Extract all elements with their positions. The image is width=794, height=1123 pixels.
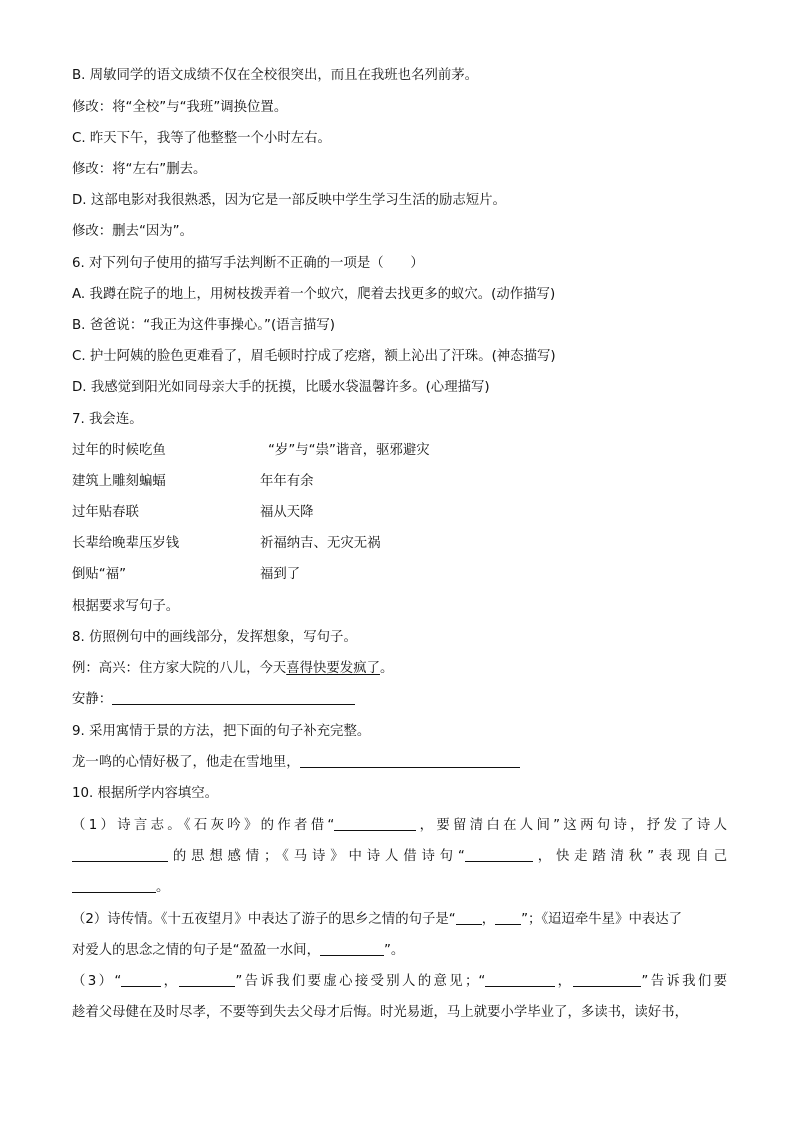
q7-right-item: 年年有余 [260, 474, 314, 489]
q10-blank[interactable] [72, 847, 168, 862]
q10-text: ”告诉我们要 [641, 974, 728, 989]
q10-part1-line3 [72, 878, 727, 898]
q10-part2-line2 [72, 941, 727, 961]
q10-part2-line1 [72, 910, 727, 930]
q10-blank[interactable] [72, 878, 156, 893]
q10-text: （3）“ [72, 974, 122, 989]
q10-blank[interactable] [320, 941, 384, 956]
q10-blank[interactable] [456, 910, 482, 925]
q10-text: ， [161, 974, 180, 989]
q7-right-item: 福从天降 [260, 505, 314, 520]
q10-text: 。 [156, 880, 170, 895]
q7-stem: 7. 我会连。 [72, 412, 143, 427]
q9-stem: 9. 采用寓情于景的方法，把下面的句子补充完整。 [72, 724, 371, 739]
q10-blank[interactable] [121, 972, 161, 987]
q10-blank[interactable] [179, 972, 235, 987]
q8-answer-blank[interactable] [112, 690, 355, 705]
q10-text: （1）诗言志。《石灰吟》的作者借“ [72, 818, 335, 833]
q5-option-b-fix: 修改：将“全校”与“我班”调换位置。 [72, 100, 288, 115]
q9-prompt-line [72, 753, 727, 773]
q7-left-item: 过年贴春联 [72, 505, 139, 520]
q10-text: 的思想感情；《马诗》中诗人借诗句“ [168, 849, 465, 864]
q7-right-item: 祈福纳吉、无灾无祸 [260, 536, 381, 551]
q10-part3-line1 [72, 972, 727, 992]
q9-answer-blank[interactable] [300, 753, 520, 768]
q10-blank[interactable] [485, 972, 555, 987]
q6-option-b: B. 爸爸说：“我正为这件事操心。”(语言描写) [72, 318, 335, 333]
q10-text: （2）诗传情。《十五夜望月》中表达了游子的思乡之情的句子是“ [72, 912, 456, 927]
q7-right-item: 福到了 [260, 567, 301, 582]
q10-text: ， [555, 974, 574, 989]
q5-option-d: D. 这部电影对我很熟悉，因为它是一部反映中学生学习生活的励志短片。 [72, 193, 506, 208]
q10-text: ，快走踏清秋”表现自己 [532, 849, 727, 864]
q9-prompt: 龙一鸣的心情好极了，他走在雪地里， [72, 755, 300, 770]
q7-left-item: 建筑上雕刻蝙蝠 [72, 474, 166, 489]
q10-text: ”告诉我们要虚心接受别人的意见；“ [235, 974, 486, 989]
section-instruction: 根据要求写句子。 [72, 599, 180, 614]
q10-part1-line2 [72, 847, 727, 867]
q10-text: 对爱人的思念之情的句子是“盈盈一水间， [72, 943, 320, 958]
q10-blank[interactable] [573, 972, 641, 987]
q8-example-suffix: 。 [379, 661, 394, 676]
q10-blank[interactable] [495, 910, 521, 925]
q8-answer [72, 690, 727, 710]
q6-option-d: D. 我感觉到阳光如同母亲大手的抚摸，比暖水袋温馨许多。(心理描写) [72, 380, 490, 395]
q5-option-d-fix: 修改：删去“因为”。 [72, 224, 193, 239]
q10-text: ， [481, 912, 496, 927]
q10-stem: 10. 根据所学内容填空。 [72, 786, 219, 801]
q8-example-prefix: 例：高兴：住方家大院的八儿，今天 [72, 661, 287, 676]
q10-part3-line2: 趁着父母健在及时尽孝，不要等到失去父母才后悔。时光易逝，马上就要小学毕业了，多读书，读好书， [72, 1005, 688, 1020]
q8-example-underlined: 喜得快要发疯了 [286, 661, 380, 676]
q7-left-item: 倒贴“福” [72, 567, 127, 582]
q5-option-c-fix: 修改：将“左右”删去。 [72, 162, 207, 177]
q8-example [72, 659, 727, 679]
q10-blank[interactable] [334, 816, 416, 831]
q10-blank[interactable] [465, 847, 533, 862]
q7-left-item: 过年的时候吃鱼 [72, 443, 166, 458]
q5-option-b: B. 周敏同学的语文成绩不仅在全校很突出，而且在我班也名列前茅。 [72, 68, 479, 83]
q7-right-item: “岁”与“祟”谐音，驱邪避灾 [268, 443, 430, 458]
q7-left-item: 长辈给晚辈压岁钱 [72, 536, 180, 551]
q10-text: ”；《迢迢牵牛星》中表达了 [521, 912, 683, 927]
q6-option-c: C. 护士阿姨的脸色更难看了，眉毛顿时拧成了疙瘩，额上沁出了汗珠。(神态描写) [72, 349, 556, 364]
q8-stem: 8. 仿照例句中的画线部分，发挥想象，写句子。 [72, 630, 357, 645]
q8-answer-label: 安静： [72, 692, 113, 707]
q10-text: ，要留清白在人间”这两句诗，抒发了诗人 [416, 818, 727, 833]
q10-part1-line1 [72, 816, 727, 836]
q6-stem: 6. 对下列句子使用的描写手法判断不正确的一项是（ ） [72, 256, 424, 271]
q6-option-a: A. 我蹲在院子的地上，用树枝拨弄着一个蚁穴，爬着去找更多的蚁穴。(动作描写) [72, 287, 556, 302]
q10-text: ”。 [383, 943, 405, 958]
q5-option-c: C. 昨天下午，我等了他整整一个小时左右。 [72, 131, 331, 146]
